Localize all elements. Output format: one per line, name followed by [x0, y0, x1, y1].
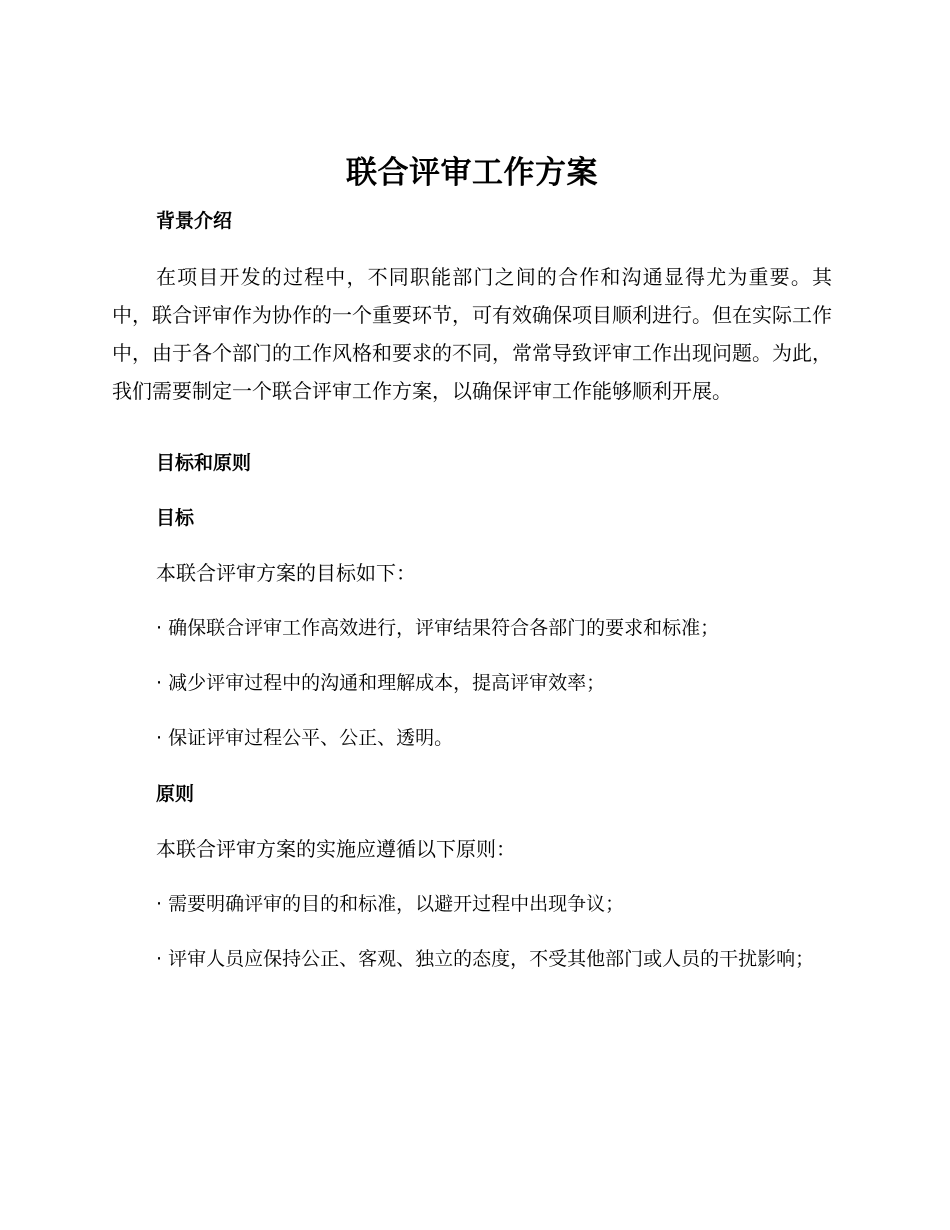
background-paragraph: 在项目开发的过程中，不同职能部门之间的合作和沟通显得尤为重要。其中，联合评审作为协作的一个重要环节，可有效确保项目顺利进行。但在实际工作中，由于各个部门的工作风格和要求的不同，常常导致评审工作出现问题。为此，我们需要制定一个联合评审工作方案，以确保评审工作能够顺利开展。: [112, 265, 832, 403]
principles-list-item: · 评审人员应保持公正、客观、独立的态度，不受其他部门或人员的干扰影响；: [156, 948, 815, 970]
goals-list-item: · 确保联合评审工作高效进行，评审结果符合各部门的要求和标准；: [156, 617, 720, 639]
goals-list-item: · 减少评审过程中的沟通和理解成本，提高评审效率；: [156, 672, 606, 694]
goals-intro: 本联合评审方案的目标如下：: [156, 561, 416, 585]
principles-intro: 本联合评审方案的实施应遵循以下原则：: [156, 837, 516, 861]
subsection-heading-goals: 目标: [156, 507, 195, 529]
section-heading-goals-principles: 目标和原则: [156, 452, 252, 474]
goals-list-item: · 保证评审过程公平、公正、透明。: [156, 727, 454, 749]
principles-list-item: · 需要明确评审的目的和标准，以避开过程中出现争议；: [156, 893, 625, 915]
document-title: 联合评审工作方案: [346, 155, 598, 191]
subsection-heading-principles: 原则: [156, 783, 195, 805]
section-heading-background: 背景介绍: [156, 210, 233, 232]
document-content: [112, 148, 832, 978]
